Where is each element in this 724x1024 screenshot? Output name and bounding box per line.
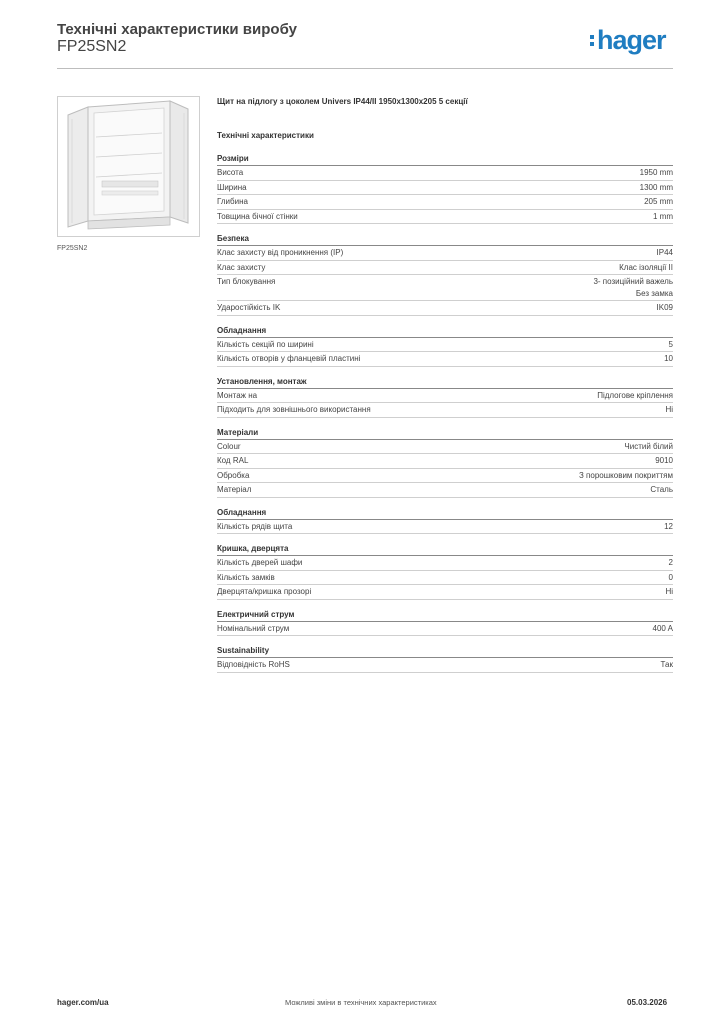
spec-value	[657, 247, 673, 259]
spec-row	[217, 338, 673, 353]
spec-table	[217, 151, 673, 680]
spec-row	[217, 181, 673, 196]
spec-value	[657, 302, 673, 314]
spec-row	[217, 166, 673, 181]
spec-value-line: 0	[668, 572, 673, 582]
spec-row	[217, 275, 673, 301]
spec-label: Кількість дверей шафи	[217, 558, 303, 567]
spec-row	[217, 210, 673, 225]
spec-value-line: Так	[660, 660, 673, 669]
spec-label: Дверцята/кришка прозорі	[217, 587, 312, 596]
spec-row	[217, 261, 673, 276]
spec-row	[217, 469, 673, 484]
spec-row	[217, 403, 673, 418]
spec-label: Клас захисту від проникнення (IP)	[217, 248, 344, 257]
spec-row	[217, 301, 673, 316]
spec-section	[217, 151, 673, 224]
spec-value-line: 5	[668, 339, 673, 349]
spec-label: Кількість замків	[217, 572, 275, 582]
section-title: Установлення, монтаж	[217, 374, 673, 389]
spec-row	[217, 622, 673, 637]
section-title: Матеріали	[217, 425, 673, 440]
section-title: Обладнання	[217, 323, 673, 338]
spec-value-line: Чистий білий	[624, 441, 673, 451]
spec-value	[593, 276, 673, 299]
spec-label: Обробка	[217, 470, 250, 480]
spec-value-line: 9010	[655, 456, 673, 465]
image-caption: FP25SN2	[57, 245, 88, 252]
brand-logo	[590, 27, 666, 53]
spec-section	[217, 643, 673, 673]
spec-section	[217, 607, 673, 637]
section-title: Обладнання	[217, 505, 673, 520]
spec-label: Матеріал	[217, 485, 252, 494]
spec-value-line: 3- позиційний важель	[593, 277, 673, 286]
spec-value	[640, 182, 673, 194]
spec-label: Висота	[217, 168, 244, 177]
spec-value	[665, 404, 673, 416]
spec-value-line: 205 mm	[644, 197, 673, 206]
spec-heading: Технічні характеристики	[217, 131, 314, 140]
spec-value	[624, 441, 673, 453]
section-title: Розміри	[217, 151, 673, 166]
section-title: Sustainability	[217, 643, 673, 658]
spec-label: Тип блокування	[217, 277, 276, 286]
spec-section	[217, 425, 673, 498]
product-code: FP25SN2	[57, 38, 127, 55]
spec-value	[661, 659, 673, 671]
spec-value	[640, 167, 673, 179]
spec-label: Кількість отворів у фланцевій пластині	[217, 354, 361, 363]
spec-label: Глибина	[217, 197, 248, 206]
spec-value-line: IK09	[656, 303, 673, 312]
logo-dots-icon	[590, 33, 595, 47]
spec-row	[217, 454, 673, 469]
spec-value	[664, 353, 673, 365]
spec-value-line: Ні	[665, 587, 673, 596]
spec-value	[653, 211, 673, 223]
spec-value-line: Сталь	[650, 485, 673, 494]
spec-value-line: 12	[664, 521, 673, 531]
spec-value	[619, 262, 673, 274]
footer-date: 05.03.2026	[627, 998, 668, 1007]
spec-value	[669, 339, 673, 351]
spec-value-line: 400 A	[652, 623, 673, 633]
spec-value	[653, 623, 673, 635]
spec-value	[655, 455, 673, 467]
page-title: Технічні характеристики виробу	[57, 21, 297, 38]
spec-value-line: Без замка	[635, 288, 673, 298]
spec-value	[664, 521, 673, 533]
spec-row	[217, 556, 673, 571]
spec-section	[217, 505, 673, 535]
section-title: Безпека	[217, 231, 673, 246]
header-divider	[57, 68, 673, 69]
spec-section	[217, 231, 673, 316]
section-title: Електричний струм	[217, 607, 673, 622]
spec-label: Кількість рядів щита	[217, 521, 293, 531]
spec-value	[597, 390, 673, 402]
spec-value-line: 2	[668, 558, 673, 567]
spec-section	[217, 323, 673, 367]
spec-row	[217, 440, 673, 455]
spec-row	[217, 571, 673, 586]
spec-value-line: З порошковим покриттям	[579, 470, 673, 480]
footer-website[interactable]: hager.com/ua	[57, 998, 109, 1007]
spec-value	[644, 196, 673, 208]
spec-value	[669, 572, 673, 584]
spec-value-line: Підлогове кріплення	[597, 390, 673, 400]
brand-name: hager	[597, 25, 666, 55]
spec-label: Colour	[217, 441, 241, 451]
spec-row	[217, 483, 673, 498]
product-description: Щит на підлогу з цоколем Univers IP44/II 1950x1300x205 5 секції	[217, 97, 468, 106]
spec-label: Підходить для зовнішнього використання	[217, 405, 371, 414]
spec-label: Ударостійкість IK	[217, 303, 281, 312]
spec-value-line: 1950 mm	[639, 168, 673, 177]
spec-label: Ширина	[217, 182, 247, 192]
spec-value-line: Клас ізоляції II	[619, 262, 673, 272]
spec-row	[217, 520, 673, 535]
spec-row	[217, 658, 673, 673]
spec-row	[217, 352, 673, 367]
spec-section	[217, 541, 673, 600]
spec-row	[217, 585, 673, 600]
spec-value	[665, 586, 673, 598]
spec-label: Товщина бічної стінки	[217, 211, 298, 221]
spec-value-line: Ні	[665, 405, 673, 414]
spec-row	[217, 195, 673, 210]
spec-row	[217, 389, 673, 404]
spec-value-line: 10	[664, 354, 673, 363]
spec-label: Код RAL	[217, 456, 249, 465]
product-image	[57, 96, 200, 237]
spec-row	[217, 246, 673, 261]
cabinet-illustration-icon	[58, 97, 199, 236]
spec-label: Номінальний струм	[217, 623, 290, 633]
spec-value-line: 1 mm	[653, 211, 673, 221]
spec-label: Відповідність RoHS	[217, 660, 290, 669]
footer-note: Можливі зміни в технічних характеристиках	[285, 998, 437, 1007]
spec-value	[579, 470, 673, 482]
spec-section	[217, 374, 673, 418]
section-title: Кришка, дверцята	[217, 541, 673, 556]
spec-label: Кількість секцій по ширині	[217, 339, 314, 349]
spec-value	[650, 484, 673, 496]
spec-value	[669, 557, 673, 569]
spec-value-line: IP44	[656, 248, 673, 257]
spec-value-line: 1300 mm	[639, 182, 673, 192]
spec-label: Клас захисту	[217, 262, 266, 272]
spec-label: Монтаж на	[217, 390, 258, 400]
